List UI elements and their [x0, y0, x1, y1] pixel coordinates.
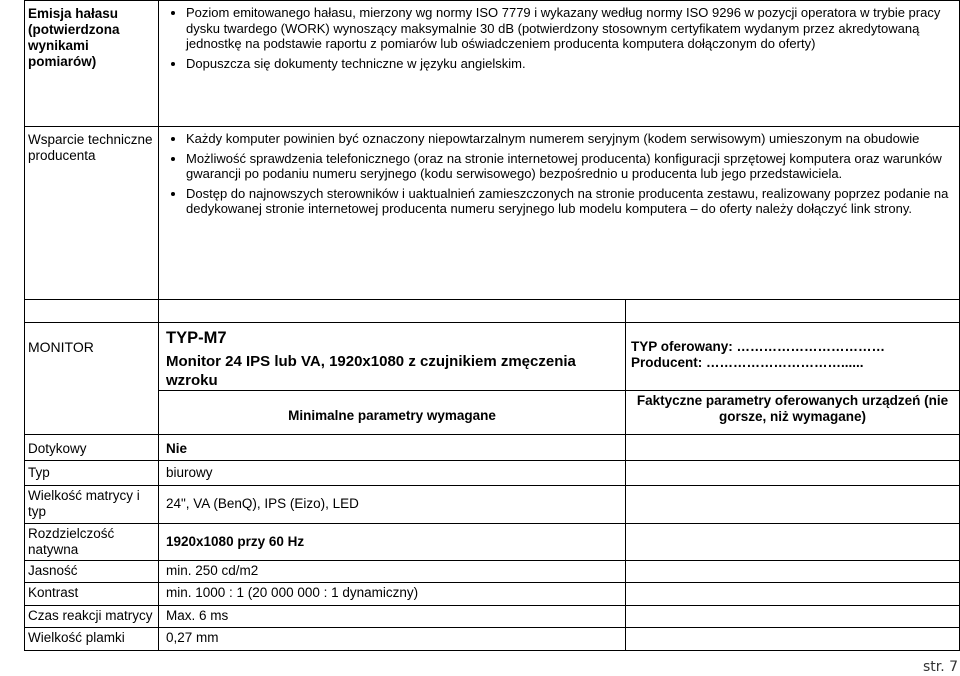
param-label: Typ: [28, 465, 50, 480]
actual-value-cell[interactable]: [626, 561, 960, 583]
bullet-item: • Dopuszcza się dokumenty techniczne w języku angielskim.: [186, 56, 953, 72]
param-value: Max. 6 ms: [166, 608, 229, 623]
param-label: Kontrast: [28, 585, 79, 600]
bullet-item: • Dostęp do najnowszych sterowników i uaktualnień zamieszczonych na stronie producenta zestawu, realizowany poprzez podanie na dedykowanej stronie internetowej producenta numeru seryjnego lub modelu komputera – do oferty należy dołączyć link strony.: [186, 186, 953, 217]
producer-label: Producent: …………………………......: [631, 355, 864, 370]
page-number: str. 7: [922, 659, 958, 675]
bullet-item: • Każdy komputer powinien być oznaczony niepowtarzalnym numerem seryjnym (kodem serwisowym) umieszonym na obudowie: [186, 131, 953, 147]
monitor-type-code: TYP-M7: [166, 329, 227, 347]
param-value: min. 1000 : 1 (20 000 000 : 1 dynamiczny): [166, 585, 419, 600]
param-row-dot-pitch: [25, 628, 960, 651]
monitor-subheader-row: [25, 391, 960, 435]
param-label: Jasność: [28, 563, 78, 578]
spacer-row: [25, 300, 960, 323]
noise-bullets: [159, 1, 959, 78]
actual-value-cell[interactable]: [626, 583, 960, 606]
monitor-title: Monitor 24 IPS lub VA, 1920x1080 z czujnikiem zmęczenia wzroku: [166, 353, 576, 389]
offered-type-label: TYP oferowany: ……………………………: [631, 339, 886, 354]
support-label: Wsparcie techniczne producenta: [28, 132, 153, 163]
actual-value-cell[interactable]: [626, 486, 960, 524]
param-label: Rozdzielczość natywna: [28, 526, 115, 557]
bullet-item: • Możliwość sprawdzenia telefonicznego (oraz na stronie internetowej producenta) konfiguracji sprzętowej komputera oraz warunków gwarancji po podaniu numeru seryjnego (kodu serwisowego) bezpośrednio u producenta lub jego przedstawiciela.: [186, 151, 953, 182]
actual-value-cell[interactable]: [626, 606, 960, 628]
noise-label: Emisja hałasu (potwierdzona wynikami pomiarów): [28, 6, 120, 69]
support-bullets: [159, 127, 959, 224]
param-label: Czas reakcji matrycy: [28, 608, 153, 623]
spec-table: [24, 0, 960, 651]
actual-value-cell[interactable]: [626, 461, 960, 486]
monitor-header-row: [25, 323, 960, 391]
min-params-header: Minimalne parametry wymagane: [288, 408, 496, 423]
param-value: 1920x1080 przy 60 Hz: [166, 534, 305, 549]
param-row-type: [25, 461, 960, 486]
param-row-brightness: [25, 561, 960, 583]
row-noise-emission: [25, 1, 960, 127]
param-label: Wielkość plamki: [28, 630, 125, 645]
param-row-matrix: [25, 486, 960, 524]
param-label: Dotykowy: [28, 441, 87, 456]
param-label: Wielkość matrycy i typ: [28, 488, 140, 519]
param-row-response-time: [25, 606, 960, 628]
actual-params-header: Faktyczne parametry oferowanych urządzeń (nie gorsze, niż wymagane): [636, 393, 949, 424]
row-technical-support: [25, 127, 960, 300]
param-value: Nie: [166, 441, 188, 456]
actual-value-cell[interactable]: [626, 628, 960, 651]
monitor-section-label: MONITOR: [28, 339, 94, 355]
param-row-resolution: [25, 524, 960, 561]
param-value: 24", VA (BenQ), IPS (Eizo), LED: [166, 496, 359, 511]
param-row-touch: [25, 435, 960, 461]
bullet-item: • Poziom emitowanego hałasu, mierzony wg normy ISO 7779 i wykazany według normy ISO 9296 w pozycji operatora w trybie pracy dysku twardego (WORK) wynoszący maksymalnie 30 dB (potwierdzony stosownym certyfikatem wydanym przez akredytowaną jednostkę na podstawie raportu z pomiarów lub oświadczeniem producenta komputera dołączonym do oferty): [186, 5, 953, 52]
actual-value-cell[interactable]: [626, 435, 960, 461]
param-row-contrast: [25, 583, 960, 606]
param-value: min. 250 cd/m2: [166, 563, 259, 578]
param-value: 0,27 mm: [166, 630, 219, 645]
actual-value-cell[interactable]: [626, 524, 960, 561]
param-value: biurowy: [166, 465, 213, 480]
